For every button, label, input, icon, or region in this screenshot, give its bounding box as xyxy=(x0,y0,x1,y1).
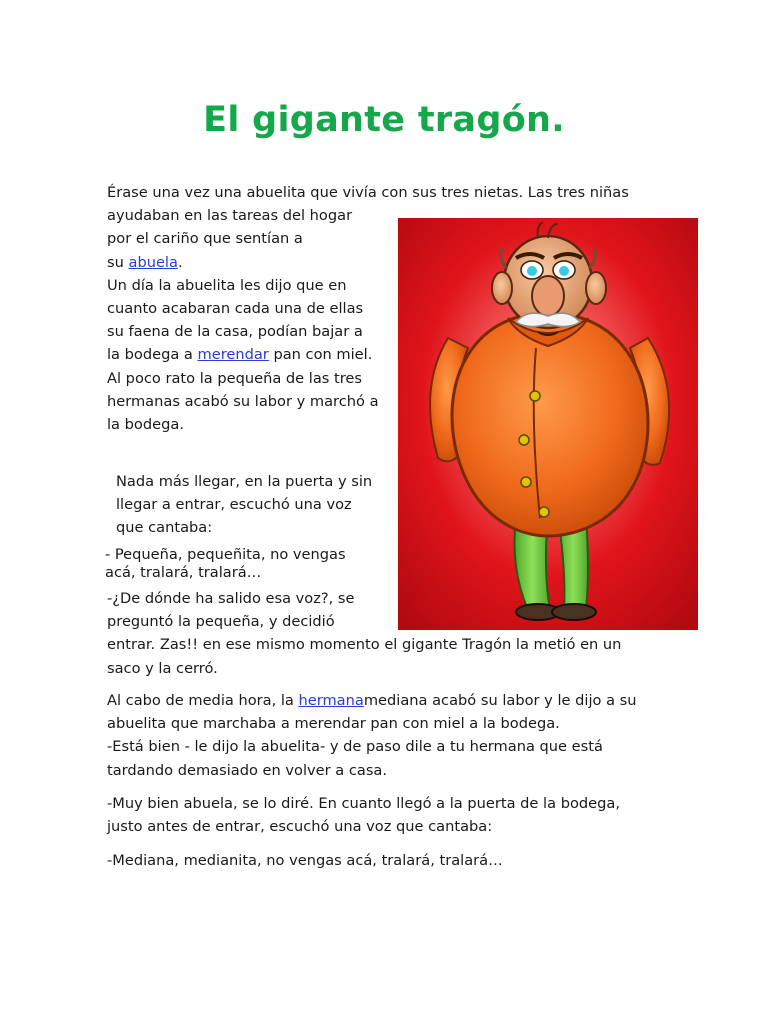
text-line: ayudaban en las tareas del hogar xyxy=(107,207,353,225)
text-fragment: la bodega a xyxy=(107,346,198,364)
text-line: hermanas acabó su labor y marchó a xyxy=(107,392,379,410)
paragraph-middle-sister xyxy=(107,689,637,782)
text-fragment: Al cabo de media hora, la xyxy=(107,692,299,709)
giant-illustration-svg xyxy=(398,218,698,630)
paragraph-song-small xyxy=(105,546,346,582)
text-line: su faena de la casa, podían bajar a xyxy=(107,323,363,341)
text-fragment: mediana acabó su labor y le dijo a su xyxy=(363,692,637,709)
paragraph-song-medium xyxy=(107,849,503,872)
giant-cartoon-illustration xyxy=(398,218,698,630)
text-fragment: pan con miel. xyxy=(268,346,373,364)
text-fragment: . xyxy=(177,253,183,271)
text-line: Érase una vez una abuelita que vivía con sus tres nietas. Las tres niñas xyxy=(107,184,629,201)
link-merendar[interactable]: merendar xyxy=(197,346,269,364)
text-line: Un día la abuelita les dijo que en xyxy=(107,276,347,294)
text-line: la bodega. xyxy=(107,416,184,434)
text-line: cuanto acabaran cada una de ellas xyxy=(107,300,364,318)
text-line: tardando demasiado en volver a casa. xyxy=(107,761,388,779)
link-hermana[interactable]: hermana xyxy=(298,692,364,709)
text-line: por el cariño que sentían a xyxy=(107,230,303,248)
paragraph-arrival xyxy=(116,470,372,540)
text-line: -Está bien - le dijo la abuelita- y de paso dile a tu hermana que está xyxy=(107,738,603,756)
text-line: -¿De dónde ha salido esa voz?, se xyxy=(107,590,355,607)
text-line xyxy=(107,689,637,712)
text-line: - Pequeña, pequeñita, no vengas xyxy=(105,546,346,563)
text-line: -Mediana, medianita, no vengas acá, tralará, tralará… xyxy=(107,852,503,869)
text-line: llegar a entrar, escuchó una voz xyxy=(116,496,352,514)
text-line: Al poco rato la pequeña de las tres xyxy=(107,369,362,387)
text-line: preguntó la pequeña, y decidió xyxy=(107,613,335,631)
text-line: Nada más llegar, en la puerta y sin xyxy=(116,473,373,490)
text-line: saco y la cerró. xyxy=(107,659,218,677)
text-line: acá, tralará, tralará… xyxy=(105,564,262,581)
text-fragment: su xyxy=(107,253,129,271)
paragraph-reply xyxy=(107,792,620,838)
text-line: justo antes de entrar, escuchó una voz que cantaba: xyxy=(107,818,493,836)
document-title: El gigante tragón. xyxy=(203,100,565,140)
text-line: abuelita que marchaba a merendar pan con miel a la bodega. xyxy=(107,715,560,733)
text-line: -Muy bien abuela, se lo diré. En cuanto llegó a la puerta de la bodega, xyxy=(107,795,620,812)
link-abuela[interactable]: abuela xyxy=(128,253,178,271)
text-line: entrar. Zas!! en ese mismo momento el gigante Tragón la metió en un xyxy=(107,636,622,654)
text-line: que cantaba: xyxy=(116,519,213,537)
